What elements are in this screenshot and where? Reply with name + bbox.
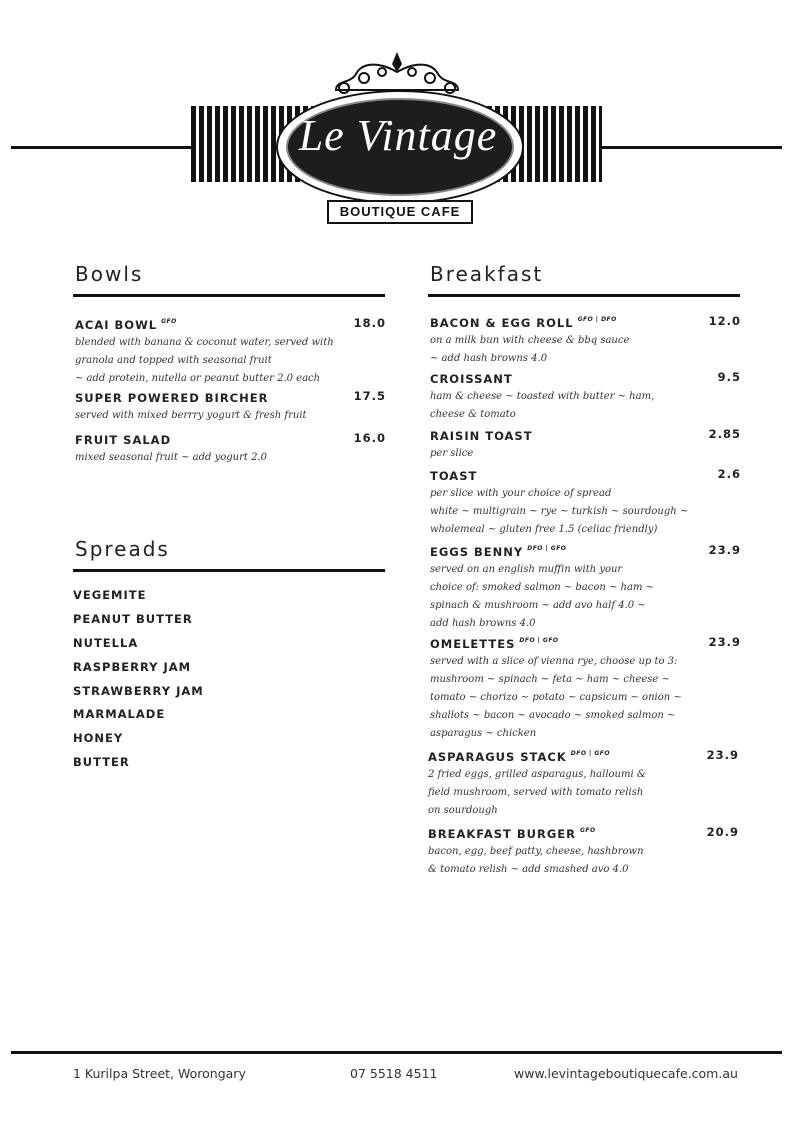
item-desc-line: blended with banana & coconut water, served with bbox=[75, 337, 334, 348]
item-desc-line: & tomato relish ~ add smashed avo 4.0 bbox=[428, 864, 629, 875]
header-rule-right bbox=[602, 146, 782, 149]
spread-item: VEGEMITE bbox=[73, 588, 147, 602]
item-desc-line: ~ add protein, nutella or peanut butter 2.0 each bbox=[75, 373, 321, 384]
item-desc-line: field mushroom, served with tomato relish bbox=[428, 787, 644, 798]
menu-item-croissant bbox=[430, 370, 741, 424]
item-name: OMELETTES bbox=[430, 637, 516, 651]
item-price: 9.5 bbox=[717, 370, 741, 384]
item-price: 23.9 bbox=[708, 635, 741, 649]
item-name: CROISSANT bbox=[430, 372, 513, 386]
item-name: SUPER POWERED BIRCHER bbox=[75, 391, 269, 405]
item-desc-line: white ~ multigrain ~ rye ~ turkish ~ sourdough ~ bbox=[430, 506, 689, 517]
menu-item-fruit-salad bbox=[75, 431, 386, 467]
item-tag: GFO bbox=[161, 317, 177, 325]
logo-name: Le Vintage bbox=[298, 111, 498, 160]
menu-item-raisin-toast bbox=[430, 427, 741, 463]
item-price: 2.6 bbox=[717, 467, 741, 481]
item-desc-line: 2 fried eggs, grilled asparagus, halloumi & bbox=[428, 769, 646, 780]
item-desc-line: ~ add hash browns 4.0 bbox=[430, 353, 548, 364]
menu-item-omelettes bbox=[430, 635, 741, 743]
footer-phone: 07 5518 4511 bbox=[350, 1066, 438, 1081]
item-name: ACAI BOWL bbox=[75, 318, 158, 332]
item-desc-line: granola and topped with seasonal fruit bbox=[75, 355, 272, 366]
item-price: 23.9 bbox=[708, 543, 741, 557]
item-desc-line: mushroom ~ spinach ~ feta ~ ham ~ cheese ~ bbox=[430, 674, 670, 685]
item-name: BACON & EGG ROLL bbox=[430, 316, 574, 330]
footer-rule bbox=[11, 1051, 782, 1054]
item-tag: DFO | GFO bbox=[519, 636, 559, 644]
item-price: 18.0 bbox=[353, 316, 386, 330]
spread-item: RASPBERRY JAM bbox=[73, 660, 192, 674]
spreads-title: Spreads bbox=[75, 537, 170, 561]
item-desc-line: served with mixed berrry yogurt & fresh fruit bbox=[75, 410, 307, 421]
item-desc-line: bacon, egg, beef patty, cheese, hashbrown bbox=[428, 846, 644, 857]
spread-item: STRAWBERRY JAM bbox=[73, 684, 204, 698]
spread-item: MARMALADE bbox=[73, 707, 166, 721]
item-desc-line: cheese & tomato bbox=[430, 409, 516, 420]
menu-item-breakfast-burger bbox=[428, 825, 739, 879]
item-desc-line: spinach & mushroom ~ add avo half 4.0 ~ bbox=[430, 600, 646, 611]
item-name: RAISIN TOAST bbox=[430, 429, 533, 443]
item-desc-line: per slice bbox=[430, 448, 474, 459]
item-name: ASPARAGUS STACK bbox=[428, 750, 567, 764]
item-desc-line: asparagus ~ chicken bbox=[430, 728, 537, 739]
item-price: 17.5 bbox=[353, 389, 386, 403]
item-desc-line: served on an english muffin with your bbox=[430, 564, 623, 575]
spread-item: PEANUT BUTTER bbox=[73, 612, 193, 626]
spread-item: NUTELLA bbox=[73, 636, 139, 650]
header-rule-left bbox=[11, 146, 193, 149]
spread-item: HONEY bbox=[73, 731, 124, 745]
item-desc-line: ham & cheese ~ toasted with butter ~ ham, bbox=[430, 391, 655, 402]
spread-item: BUTTER bbox=[73, 755, 130, 769]
item-desc-line: add hash browns 4.0 bbox=[430, 618, 536, 629]
item-desc-line: tomato ~ chorizo ~ potato ~ capsicum ~ onion ~ bbox=[430, 692, 682, 703]
menu-item-super-powered-bircher bbox=[75, 389, 386, 425]
menu-item-acai-bowl bbox=[75, 316, 386, 388]
breakfast-rule bbox=[428, 294, 740, 297]
bowls-rule bbox=[73, 294, 385, 297]
item-desc-line: on a milk bun with cheese & bbq sauce bbox=[430, 335, 630, 346]
spreads-rule bbox=[73, 569, 385, 572]
item-price: 12.0 bbox=[708, 314, 741, 328]
item-desc-line: choice of: smoked salmon ~ bacon ~ ham ~ bbox=[430, 582, 654, 593]
item-desc-line: shallots ~ bacon ~ avocado ~ smoked salmon ~ bbox=[430, 710, 676, 721]
item-price: 20.9 bbox=[706, 825, 739, 839]
item-desc-line: mixed seasonal fruit ~ add yogurt 2.0 bbox=[75, 452, 267, 463]
breakfast-title: Breakfast bbox=[430, 262, 544, 286]
item-desc-line: on sourdough bbox=[428, 805, 498, 816]
bowls-title: Bowls bbox=[75, 262, 144, 286]
item-name: EGGS BENNY bbox=[430, 545, 524, 559]
logo-tagline: BOUTIQUE CAFE bbox=[327, 200, 473, 224]
item-tag: GFO bbox=[579, 826, 596, 834]
item-tag: GFO | DFO bbox=[577, 315, 617, 323]
item-price: 2.85 bbox=[708, 427, 741, 441]
item-tag: DFO | GFO bbox=[527, 544, 567, 552]
menu-item-eggs-benny bbox=[430, 543, 741, 633]
item-price: 16.0 bbox=[353, 431, 386, 445]
item-name: FRUIT SALAD bbox=[75, 433, 172, 447]
item-price: 23.9 bbox=[706, 748, 739, 762]
item-tag: DFO | GFO bbox=[570, 749, 610, 757]
item-name: TOAST bbox=[430, 469, 478, 483]
item-desc-line: per slice with your choice of spread bbox=[430, 488, 612, 499]
menu-item-toast bbox=[430, 467, 741, 539]
footer-address: 1 Kurilpa Street, Worongary bbox=[73, 1066, 246, 1081]
item-desc-line: wholemeal ~ gluten free 1.5 (celiac friendly) bbox=[430, 524, 658, 535]
menu-item-bacon-egg-roll bbox=[430, 314, 741, 368]
footer-website: www.levintageboutiquecafe.com.au bbox=[514, 1066, 738, 1081]
menu-item-asparagus-stack bbox=[428, 748, 739, 820]
item-name: BREAKFAST BURGER bbox=[428, 827, 576, 841]
item-desc-line: served with a slice of vienna rye, choose up to 3: bbox=[430, 656, 678, 667]
